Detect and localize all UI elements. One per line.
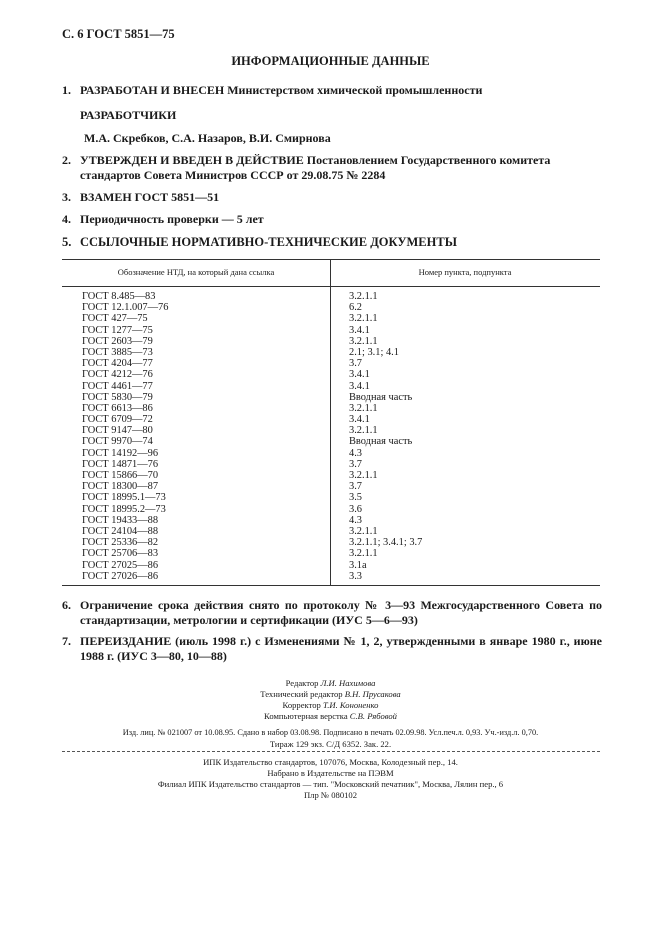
table-cell-clause: 3.7	[349, 358, 362, 370]
developers-heading-text: РАЗРАБОТЧИКИ	[80, 108, 177, 122]
table-cell-designation: ГОСТ 19433—88	[82, 514, 159, 526]
table-row	[62, 560, 600, 571]
table-cell-clause: 3.4.1	[349, 380, 370, 392]
table-cell-designation: ГОСТ 14192—96	[82, 447, 159, 459]
table-row	[62, 436, 600, 447]
table-cell-designation: ГОСТ 25706—83	[82, 548, 159, 560]
table-row	[62, 504, 600, 515]
table-cell-clause: 4.3	[349, 447, 362, 459]
table-row	[62, 347, 600, 358]
section-text: Ограничение срока действия снято по протоколу № 3—93 Межгосударственного Совета по стандартизации, метрологии и сертификации (ИУС 5—6—93)	[80, 598, 602, 627]
table-cell-clause: 3.2.1.1	[349, 470, 378, 481]
section-text-lead: УТВЕРЖДЕН И ВВЕДЕН В ДЕЙСТВИЕ	[80, 153, 304, 167]
table-cell-clause: 3.4.1	[349, 369, 370, 381]
table-cell-designation: ГОСТ 5830—79	[82, 391, 153, 403]
table-cell-clause: 6.2	[349, 302, 362, 314]
table-cell-clause: 3.1а	[349, 559, 367, 571]
table-cell-clause: 3.4.1	[349, 324, 370, 336]
section-number: 6.	[62, 598, 71, 612]
section-text: ВЗАМЕН ГОСТ 5851—51	[80, 190, 220, 204]
developers-names	[62, 131, 602, 146]
table-cell-clause: 3.2.1.1	[349, 291, 378, 302]
table-row	[62, 291, 600, 302]
table-cell-clause: 3.7	[349, 458, 362, 470]
table-cell-designation: ГОСТ 27026—86	[82, 570, 159, 582]
section-text: Периодичность проверки — 5 лет	[80, 212, 264, 226]
imprint-print-run: Тираж 129 экз. С/Д 6352. Зак. 22.	[269, 739, 392, 749]
imprint-typeset: Набрано в Издательстве на ПЭВМ	[267, 768, 394, 778]
table-cell-designation: ГОСТ 4461—77	[82, 380, 153, 392]
table-row	[62, 403, 600, 414]
page-header: С. 6 ГОСТ 5851—75	[62, 27, 175, 41]
table-cell-designation: ГОСТ 6613—86	[82, 402, 153, 414]
imprint-editor: Редактор Л.И. Нахимова	[285, 678, 376, 688]
table-cell-designation: ГОСТ 9147—80	[82, 425, 153, 437]
section-4	[62, 212, 602, 227]
table-cell-clause: 3.2.1.1	[349, 313, 378, 325]
table-row	[62, 313, 600, 324]
table-cell-designation: ГОСТ 27025—86	[82, 559, 159, 571]
table-cell-designation: ГОСТ 3885—73	[82, 346, 153, 358]
table-cell-designation: ГОСТ 8.485—83	[82, 291, 156, 302]
section-6	[62, 598, 602, 628]
table-cell-designation: ГОСТ 4204—77	[82, 358, 153, 370]
table-cell-designation: ГОСТ 18300—87	[82, 481, 159, 493]
section-text-rest: Постановлением Государственного комитета стандартов Совета Министров СССР от 29.08.75 № 2284	[80, 153, 551, 182]
table-row	[62, 526, 600, 537]
imprint-license: Изд. лиц. № 021007 от 10.08.95. Сдано в набор 03.08.98. Подписано в печать 02.09.98. Усл.печ.л. 0,93. Уч.-изд.л. 0,70.	[122, 728, 539, 737]
table-row	[62, 515, 600, 526]
table-cell-designation: ГОСТ 9970—74	[82, 436, 153, 448]
table-cell-clause: 2.1; 3.1; 4.1	[349, 346, 399, 358]
section-2	[62, 153, 602, 183]
table-cell-clause: 3.7	[349, 481, 362, 493]
table-top-rule	[62, 259, 600, 260]
table-header-rule	[62, 286, 600, 287]
imprint-publisher: ИПК Издательство стандартов, 107076, Москва, Колодезный пер., 14.	[203, 757, 458, 767]
section-1	[62, 83, 602, 98]
table-cell-designation: ГОСТ 25336—82	[82, 537, 159, 549]
imprint-branch: Филиал ИПК Издательство стандартов — тип. "Московский печатник", Москва, Лялин пер., 6	[157, 779, 504, 789]
imprint-plr: Плр № 080102	[303, 790, 358, 800]
table-cell-designation: ГОСТ 427—75	[82, 313, 148, 325]
table-row	[62, 325, 600, 336]
table-row	[62, 571, 600, 582]
imprint-layout: Компьютерная верстка С.В. Рябовой	[264, 711, 397, 721]
section-5	[62, 235, 602, 250]
imprint-divider	[62, 751, 600, 752]
table-cell-designation: ГОСТ 4212—76	[82, 369, 153, 381]
table-cell-designation: ГОСТ 12.1.007—76	[82, 302, 169, 314]
table-cell-clause: 3.6	[349, 503, 362, 515]
table-row	[62, 537, 600, 548]
table-row	[62, 369, 600, 380]
table-cell-clause: 3.3	[349, 570, 362, 582]
section-text: РАЗРАБОТАН И ВНЕСЕН Министерством химической промышленности	[80, 83, 483, 97]
table-cell-clause: 4.3	[349, 514, 362, 526]
table-row	[62, 302, 600, 313]
table-bottom-rule	[62, 585, 600, 586]
table-cell-clause: 3.5	[349, 492, 362, 504]
table-row	[62, 481, 600, 492]
imprint-proofreader: Корректор Т.И. Кононенко	[282, 700, 379, 710]
section-number: 1.	[62, 83, 71, 97]
section-number: 3.	[62, 190, 71, 204]
table-row	[62, 414, 600, 425]
table-cell-designation: ГОСТ 1277—75	[82, 324, 153, 336]
table-cell-clause: 3.2.1.1	[349, 425, 378, 437]
table-header-designation: Обозначение НТД, на который дана ссылка	[117, 267, 275, 277]
table-cell-designation: ГОСТ 18995.1—73	[82, 492, 166, 504]
table-cell-designation: ГОСТ 2603—79	[82, 335, 153, 347]
section-text: ПЕРЕИЗДАНИЕ (июль 1998 г.) с Изменениями № 1, 2, утвержденными в январе 1980 г., июне 1988 г. (ИУС 3—80, 10—88)	[80, 634, 602, 663]
table-cell-clause: 3.2.1.1	[349, 525, 378, 537]
section-text: ССЫЛОЧНЫЕ НОРМАТИВНО-ТЕХНИЧЕСКИЕ ДОКУМЕНТЫ	[80, 235, 457, 249]
table-cell-clause: 3.2.1.1	[349, 335, 378, 347]
table-cell-designation: ГОСТ 24104—88	[82, 525, 159, 537]
table-cell-designation: ГОСТ 15866—70	[82, 470, 159, 481]
table-cell-clause: 3.4.1	[349, 414, 370, 426]
table-cell-clause: 3.2.1.1; 3.4.1; 3.7	[349, 537, 423, 549]
table-cell-designation: ГОСТ 18995.2—73	[82, 503, 166, 515]
table-cell-clause: Вводная часть	[349, 436, 413, 448]
developers-names-text: М.А. Скребков, С.А. Назаров, В.И. Смирнова	[84, 131, 331, 145]
imprint-tech-editor: Технический редактор В.Н. Прусакова	[260, 689, 401, 699]
table-cell-clause: Вводная часть	[349, 391, 413, 403]
section-number: 4.	[62, 212, 71, 226]
table-row	[62, 336, 600, 347]
table-header-clause: Номер пункта, подпункта	[418, 267, 512, 277]
table-row	[62, 548, 600, 559]
section-number: 2.	[62, 153, 71, 167]
table-row	[62, 492, 600, 503]
table-body	[62, 291, 600, 582]
table-row	[62, 358, 600, 369]
table-row	[62, 448, 600, 459]
table-row	[62, 470, 600, 481]
table-row	[62, 459, 600, 470]
document-title: ИНФОРМАЦИОННЫЕ ДАННЫЕ	[231, 54, 430, 68]
section-7	[62, 634, 602, 664]
table-cell-designation: ГОСТ 6709—72	[82, 414, 153, 426]
table-row	[62, 392, 600, 403]
table-row	[62, 425, 600, 436]
table-cell-designation: ГОСТ 14871—76	[82, 458, 159, 470]
section-number: 5.	[62, 235, 72, 249]
developers-heading	[62, 108, 602, 123]
table-cell-clause: 3.2.1.1	[349, 402, 378, 414]
table-row	[62, 381, 600, 392]
section-3	[62, 190, 602, 205]
section-number: 7.	[62, 634, 71, 648]
table-cell-clause: 3.2.1.1	[349, 548, 378, 560]
